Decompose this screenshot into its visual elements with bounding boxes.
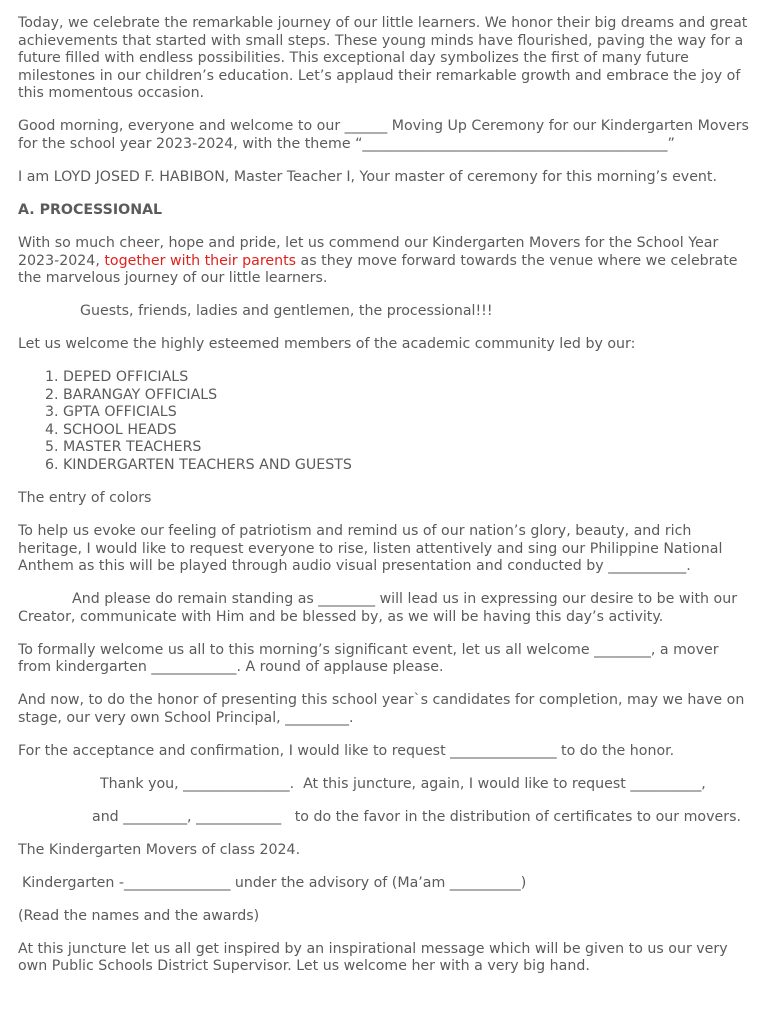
prayer-text: And please do remain standing as ________ will lead us in expressing our desire to be with our Creator, communicate with Him and be blessed by, as we will be having this day’s activity.: [18, 591, 742, 625]
list-item: 1. DEPED OFFICIALS: [63, 369, 750, 387]
processional-text-start: With so much cheer, hope and pride, let us commend our Kindergarten Movers for the School Year 2023-2024,: [18, 234, 723, 269]
welcome-paragraph: Good morning, everyone and welcome to our ______ Moving Up Ceremony for our Kindergarten Movers for the school year 2023-2024, with the theme “___________________________________________”: [18, 118, 754, 152]
anthem-paragraph: To help us evoke our feeling of patriotism and remind us of our nation’s glory, beauty, and rich heritage, I would like to request everyone to rise, listen attentively and sing our Philippine National Anthem as this will be played through audio visual presentation and conducted by ___________.: [18, 522, 727, 575]
section-heading-processional: A. PROCESSIONAL: [18, 201, 163, 218]
list-item: 6. KINDERGARTEN TEACHERS AND GUESTS: [63, 457, 750, 475]
welcome-members-paragraph: Let us welcome the highly esteemed members of the academic community led by our:: [18, 336, 636, 353]
processional-announcement: Guests, friends, ladies and gentlemen, the processional!!!: [80, 303, 493, 320]
acceptance-paragraph: For the acceptance and confirmation, I would like to request _______________ to do the honor.: [18, 742, 675, 759]
processional-paragraph: [18, 235, 750, 288]
thank-you-line: Thank you, _______________. At this juncture, again, I would like to request __________,: [100, 775, 706, 792]
processional-text-end: as they move forward towards the venue where we celebrate the marvelous journey of our little learners.: [18, 252, 743, 287]
list-item: 2. BARANGAY OFFICIALS: [63, 387, 750, 405]
emcee-introduction: I am LOYD JOSED F. HABIBON, Master Teacher I, Your master of ceremony for this morning’s event.: [18, 168, 717, 185]
prayer-paragraph: [18, 591, 750, 626]
list-item: 5. MASTER TEACHERS: [63, 439, 750, 457]
inspirational-message-paragraph: At this juncture let us all get inspired by an inspirational message which will be given to us our very own Public Schools District Supervisor. Let us welcome her with a very big hand.: [18, 940, 733, 975]
intro-paragraph: Today, we celebrate the remarkable journey of our little learners. We honor their big dreams and great achievements that started with small steps. These young minds have flourished, paving the way for a future filled with endless possibilities. This exceptional day symbolizes the first of many future milestones in our children’s education. Let’s applaud their remarkable growth and embrace the joy of this momentous occasion.: [18, 15, 752, 102]
certificates-line: and _________, ____________ to do the favor in the distribution of certificates to our movers.: [92, 808, 741, 825]
advisory-line: Kindergarten -_______________ under the advisory of (Ma’am __________): [22, 874, 527, 891]
read-names-note: (Read the names and the awards): [18, 907, 260, 924]
officials-list: [18, 369, 750, 475]
welcome-address-paragraph: To formally welcome us all to this morning’s significant event, let us all welcome ________, a mover from kindergarten ____________. A round of applause please.: [18, 641, 724, 676]
movers-class-line: The Kindergarten Movers of class 2024.: [18, 841, 301, 858]
list-item: 3. GPTA OFFICIALS: [63, 404, 750, 422]
processional-highlight: together with their parents: [104, 252, 297, 269]
principal-paragraph: And now, to do the honor of presenting this school year`s candidates for completion, may we have on stage, our very own School Principal, _________.: [18, 692, 749, 726]
entry-of-colors: The entry of colors: [18, 490, 152, 506]
list-item: 4. SCHOOL HEADS: [63, 422, 750, 440]
